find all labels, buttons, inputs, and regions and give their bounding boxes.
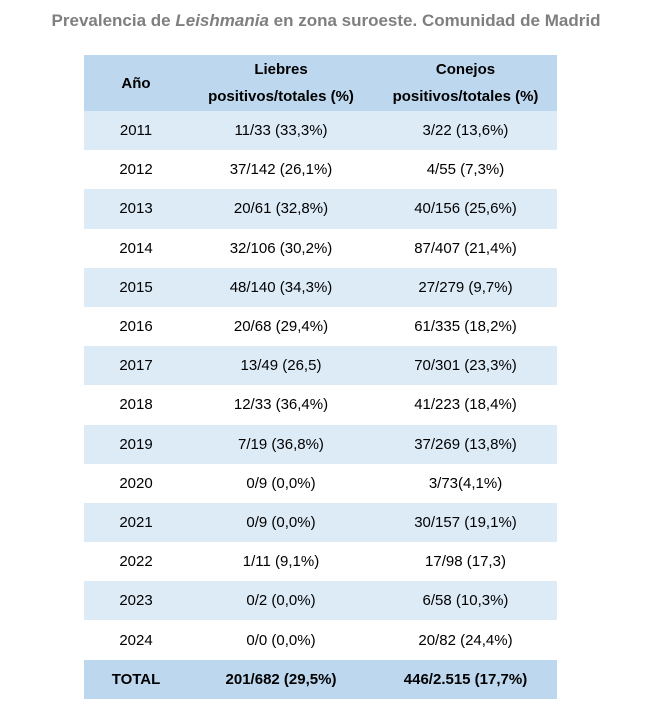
cell-year: 2018: [84, 385, 188, 424]
header-rabbits-line1: Conejos: [435, 61, 496, 78]
title-prefix: Prevalencia de: [51, 11, 176, 30]
table-row: [84, 346, 557, 385]
cell-year: 2024: [84, 620, 188, 659]
cell-rabbits: 61/335 (18,2%): [374, 307, 557, 346]
table-row: [84, 268, 557, 307]
cell-hares: 13/49 (26,5): [188, 346, 374, 385]
cell-year: 2020: [84, 464, 188, 503]
cell-year: 2014: [84, 229, 188, 268]
cell-hares: 12/33 (36,4%): [188, 385, 374, 424]
table-row: [84, 425, 557, 464]
cell-year: 2015: [84, 268, 188, 307]
cell-rabbits: 3/73(4,1%): [374, 464, 557, 503]
table-row: [84, 189, 557, 228]
cell-year: 2016: [84, 307, 188, 346]
cell-hares: 20/61 (32,8%): [188, 189, 374, 228]
cell-hares: 32/106 (30,2%): [188, 229, 374, 268]
table-row: [84, 620, 557, 659]
table-row: [84, 150, 557, 189]
cell-year: 2019: [84, 425, 188, 464]
page-title: [0, 11, 652, 31]
cell-year: 2017: [84, 346, 188, 385]
cell-rabbits: 70/301 (23,3%): [374, 346, 557, 385]
cell-hares: 11/33 (33,3%): [188, 111, 374, 150]
table-header-row: [84, 55, 557, 111]
cell-year: 2022: [84, 542, 188, 581]
cell-year: 2011: [84, 111, 188, 150]
cell-hares: 0/9 (0,0%): [188, 464, 374, 503]
header-year: Año: [84, 55, 188, 111]
table-total-row: [84, 660, 557, 699]
table-row: [84, 581, 557, 620]
cell-hares: 48/140 (34,3%): [188, 268, 374, 307]
cell-rabbits: 41/223 (18,4%): [374, 385, 557, 424]
table-row: [84, 229, 557, 268]
table-row: [84, 385, 557, 424]
title-suffix: en zona suroeste. Comunidad de Madrid: [268, 11, 601, 30]
prevalence-table: [84, 55, 557, 699]
header-hares: [188, 55, 374, 111]
cell-hares: 1/11 (9,1%): [188, 542, 374, 581]
cell-rabbits: 17/98 (17,3): [374, 542, 557, 581]
cell-rabbits: 6/58 (10,3%): [374, 581, 557, 620]
cell-hares: 37/142 (26,1%): [188, 150, 374, 189]
total-hares: 201/682 (29,5%): [188, 660, 374, 699]
table-row: [84, 503, 557, 542]
cell-rabbits: 37/269 (13,8%): [374, 425, 557, 464]
cell-hares: 20/68 (29,4%): [188, 307, 374, 346]
cell-rabbits: 20/82 (24,4%): [374, 620, 557, 659]
table-row: [84, 307, 557, 346]
cell-rabbits: 30/157 (19,1%): [374, 503, 557, 542]
cell-year: 2013: [84, 189, 188, 228]
cell-rabbits: 40/156 (25,6%): [374, 189, 557, 228]
cell-year: 2012: [84, 150, 188, 189]
table-row: [84, 111, 557, 150]
table-body: [84, 111, 557, 660]
cell-year: 2021: [84, 503, 188, 542]
title-italic-genus: Leishmania: [175, 11, 269, 30]
cell-hares: 7/19 (36,8%): [188, 425, 374, 464]
cell-rabbits: 4/55 (7,3%): [374, 150, 557, 189]
table-row: [84, 542, 557, 581]
cell-hares: 0/2 (0,0%): [188, 581, 374, 620]
cell-hares: 0/0 (0,0%): [188, 620, 374, 659]
cell-year: 2023: [84, 581, 188, 620]
cell-rabbits: 3/22 (13,6%): [374, 111, 557, 150]
total-label: TOTAL: [84, 660, 188, 699]
cell-rabbits: 27/279 (9,7%): [374, 268, 557, 307]
total-rabbits: 446/2.515 (17,7%): [374, 660, 557, 699]
table-row: [84, 464, 557, 503]
header-rabbits-line2: positivos/totales (%): [392, 88, 539, 105]
header-rabbits: [374, 55, 557, 111]
header-hares-line2: positivos/totales (%): [208, 88, 354, 105]
cell-hares: 0/9 (0,0%): [188, 503, 374, 542]
cell-rabbits: 87/407 (21,4%): [374, 229, 557, 268]
header-hares-line1: Liebres: [254, 61, 308, 78]
